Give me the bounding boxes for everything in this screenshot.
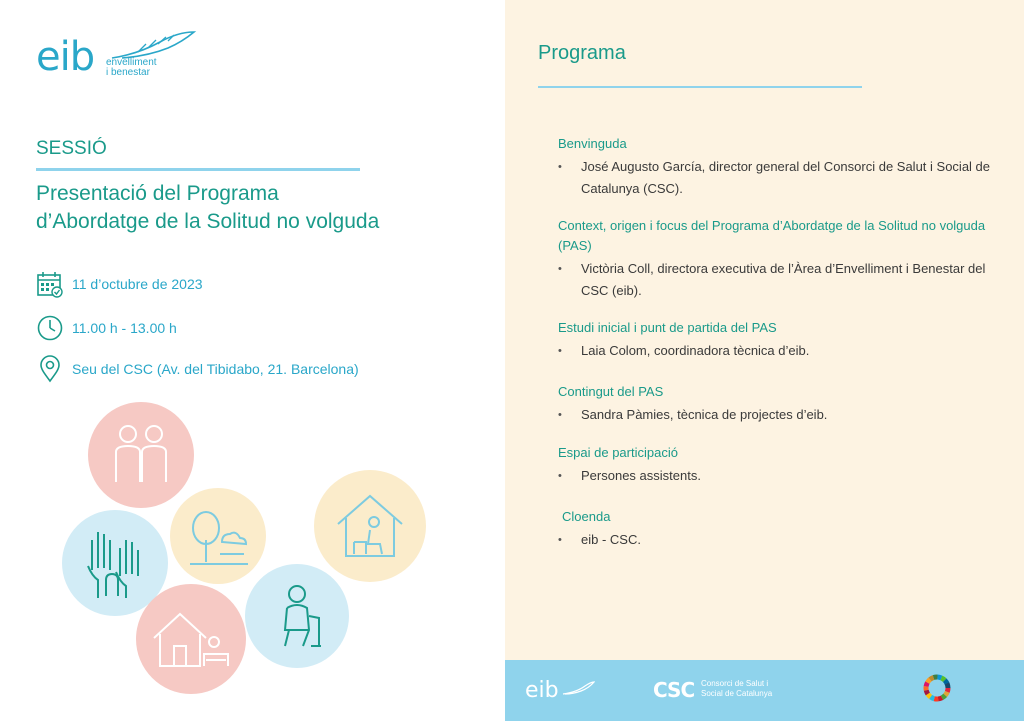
elderly-walker-circle: [245, 564, 349, 668]
eib-logo: [36, 28, 176, 88]
footer-feather-icon: [561, 680, 595, 696]
house-garden-icon: [136, 584, 246, 694]
footer-csc-name: [701, 679, 772, 699]
session-label: SESSIÓ: [36, 138, 107, 159]
section-heading: Estudi inicial i punt de partida del PAS: [558, 320, 777, 335]
session-title: [36, 180, 476, 236]
section-context: [558, 216, 990, 302]
section-heading: Benvinguda: [558, 136, 627, 151]
footer-eib-logo: eib: [525, 678, 559, 703]
footer-csc-logo: CSC: [653, 678, 695, 702]
date-text: 11 d’octubre de 2023: [72, 276, 203, 292]
title-line1: Presentació del Programa: [36, 182, 279, 205]
list-item: • Persones assistents.: [558, 465, 990, 487]
location-pin-icon: [36, 355, 64, 383]
list-item: • Laia Colom, coordinadora tècnica d’eib.: [558, 340, 990, 362]
section-heading: Cloenda: [562, 509, 611, 524]
csc-line2: Social de Catalunya: [701, 689, 773, 698]
place-text: Seu del CSC (Av. del Tibidabo, 21. Barcelona): [72, 361, 359, 377]
list-item: • Sandra Pàmies, tècnica de projectes d’eib.: [558, 404, 990, 426]
section-heading: Contingut del PAS: [558, 384, 664, 399]
time-text: 11.00 h - 13.00 h: [72, 320, 177, 336]
section-heading: Context, origen i focus del Programa d’Abordatge de la Solitud no volguda (PAS): [558, 218, 986, 253]
logo-line1: envelliment: [106, 57, 157, 68]
elderly-walker-icon: [245, 564, 349, 668]
section-welcome: [558, 134, 990, 200]
time-row: [36, 314, 177, 342]
section-heading: Espai de participació: [558, 445, 678, 460]
logo-subtitle: [106, 58, 157, 78]
section-closing: [562, 507, 994, 551]
list-item: • José Augusto García, director general del Consorci de Salut i Social de Catalunya (CSC).: [558, 156, 990, 200]
section-content: [558, 382, 990, 426]
csc-line1: Consorci de Salut i: [701, 679, 769, 688]
clock-icon: [36, 314, 64, 342]
logo-text: eib: [36, 34, 95, 80]
sdg-wheel-icon: [923, 674, 951, 702]
date-row: [36, 270, 203, 298]
calendar-icon: [36, 270, 64, 298]
logo-line2: i benestar: [106, 67, 150, 78]
list-item: • Victòria Coll, directora executiva de l’Àrea d’Envelliment i Benestar del CSC (eib).: [558, 258, 990, 302]
section-study: [558, 318, 990, 362]
title-line2: d’Abordatge de la Solitud no volguda: [36, 210, 380, 233]
divider: [36, 168, 360, 171]
place-row: [36, 355, 359, 383]
program-divider: [538, 86, 862, 88]
house-garden-circle: [136, 584, 246, 694]
footer-bar: [505, 660, 1024, 721]
section-participation: [558, 443, 990, 487]
program-title: Programa: [538, 42, 626, 64]
list-item: • eib - CSC.: [558, 529, 994, 551]
